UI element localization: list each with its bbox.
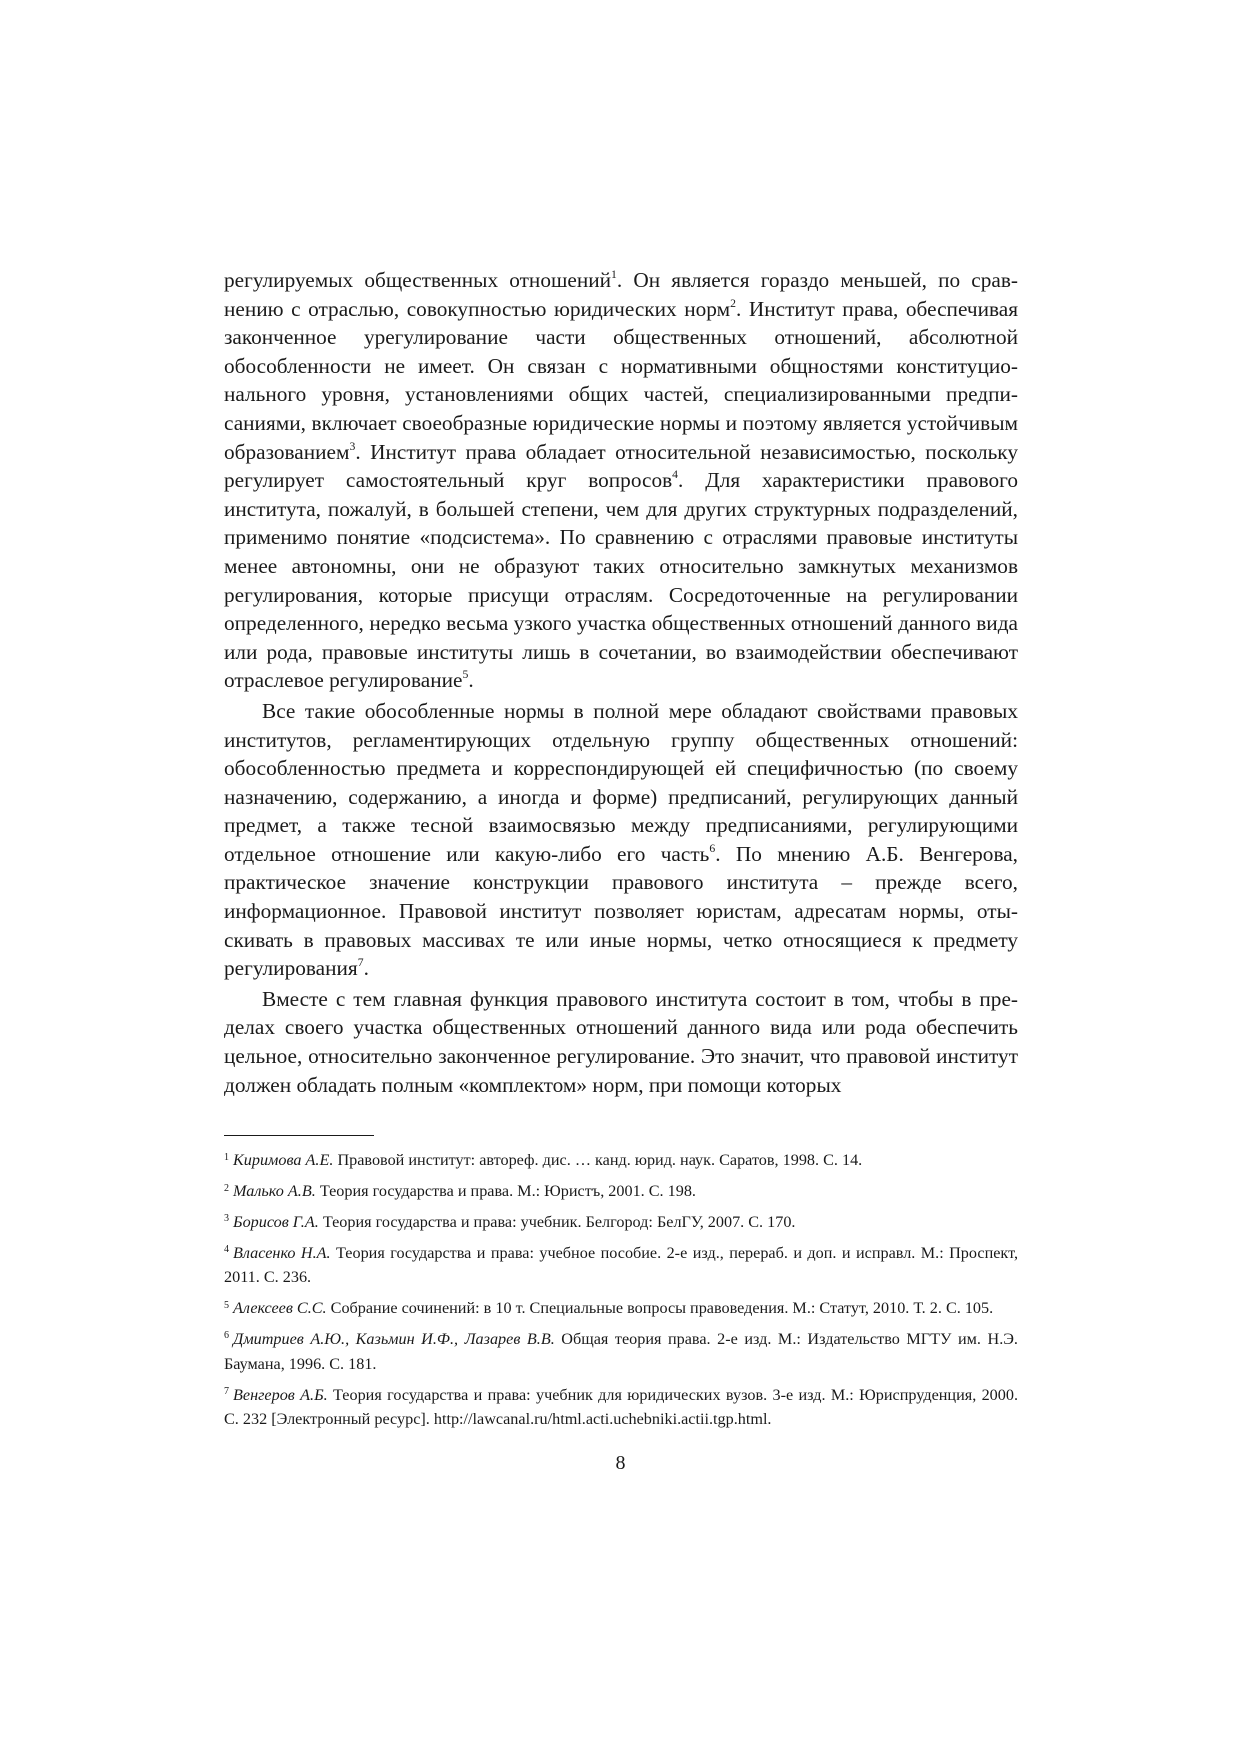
- main-text: [224, 266, 1018, 1099]
- text-run: . Институт права, обеспечивая законченное урегулирование части общественных отношений, абсолютной обособленности не имеет. Он связан с нормативными общностями конституционального уровня, установлениями общих частей, специализированными предписаниями, включает своеобразные юридические нормы и поэтому является устойчивым образованием: [224, 296, 1018, 464]
- footnote-separator: [224, 1135, 374, 1136]
- footnote-number: 5: [224, 1299, 230, 1311]
- footnote-number: 7: [224, 1386, 230, 1398]
- footnote-text: Теория государства и права. М.: Юристъ, 2001. С. 198.: [315, 1182, 696, 1201]
- footnote: [224, 1241, 1018, 1291]
- footnote-ref: 3: [349, 439, 356, 453]
- footnote-author: Алексеев С.С.: [233, 1299, 327, 1318]
- footnote: [224, 1296, 1018, 1321]
- footnote-number: 6: [224, 1330, 230, 1342]
- text-run: . Он является гораздо меньшей, по сравнению с отраслью, совокупностью юридических норм: [224, 268, 1018, 321]
- footnote-ref: 5: [462, 668, 469, 682]
- text-run: Вместе с тем главная функция правового института состоит в том, чтобы в пределах своего участка общественных отношений данного вида или рода обеспечить цельное, относительно законченное регулирование. Это значит, что правовой институт должен обладать полным «комплектом» норм, при помощи которых: [224, 986, 1018, 1097]
- footnote-ref: 7: [357, 956, 364, 970]
- footnote-text: Правовой институт: автореф. дис. … канд. юрид. наук. Саратов, 1998. С. 14.: [333, 1151, 863, 1170]
- paragraph: [224, 266, 1018, 695]
- footnote-number: 3: [224, 1213, 230, 1225]
- page-content: [224, 266, 1018, 1438]
- footnote: [224, 1327, 1018, 1377]
- text-run: Все такие обособленные нормы в полной мере обладают свойствами правовых институтов, регламентирующих отдельную группу общественных отношений: обособленностью предмета и корреспондирующей ей специфичностью (по своему назначению, содержанию, а иногда и форме) предписаний, регулирующих данный предмет, а также тесной взаимосвязью между предписаниями, регулирующими отдельное отношение или какую-либо его часть: [224, 698, 1018, 866]
- footnote-text: Теория государства и права: учебник. Белгород: БелГУ, 2007. С. 170.: [318, 1212, 796, 1231]
- footnote-author: Власенко Н.А.: [233, 1243, 331, 1262]
- text-run: . Для характеристики правового института, пожалуй, в большей степени, чем для других структурных подразделений, применимо понятие «подсистема». По сравнению с отраслями правовые институты менее автономны, они не образуют таких относительно замкнутых механизмов регулирования, которые присущи отраслям. Сосредоточенные на регулировании определенного, нередко весьма узкого участка общественных отношений данного вида или рода, правовые институты лишь в сочетании, во взаимодействии обеспечивают отраслевое регулирование: [224, 468, 1018, 693]
- footnote-number: 1: [224, 1151, 230, 1163]
- footnote-author: Венгеров А.Б.: [233, 1385, 328, 1404]
- footnote-ref: 6: [709, 842, 716, 856]
- text-run: .: [363, 956, 369, 981]
- footnote: [224, 1383, 1018, 1433]
- footnote-ref: 4: [672, 468, 679, 482]
- footnote: [224, 1210, 1018, 1235]
- paragraph: [224, 985, 1018, 1099]
- footnote: [224, 1179, 1018, 1204]
- paragraph: [224, 697, 1018, 983]
- footnote: [224, 1148, 1018, 1173]
- footnote-text: Собрание сочинений: в 10 т. Специальные вопросы правоведения. М.: Статут, 2010. Т. 2. С. 105.: [326, 1299, 994, 1318]
- text-run: . Институт права обладает относительной независимостью, поскольку регулирует самостоятельный круг вопросов: [224, 439, 1018, 493]
- text-run: регулируемых общественных отношений: [224, 268, 612, 292]
- page-number: 8: [615, 1452, 626, 1474]
- footnote-text: Теория государства и права: учебное пособие. 2-е изд., перераб. и доп. и исправл. М.: Проспект, 2011. С. 236.: [224, 1243, 1018, 1287]
- footnote-author: Дмитриев А.Ю., Казьмин И.Ф., Лазарев В.В.: [233, 1330, 555, 1348]
- footnote-ref: 1: [611, 268, 617, 282]
- footnote-number: 4: [224, 1244, 230, 1256]
- footnote-author: Борисов Г.А.: [233, 1212, 319, 1231]
- text-run: .: [468, 668, 474, 693]
- text-run: . По мнению А.Б. Венгерова, практическое значение конструкции правового института – прежде всего, информационное. Правовой институт позволяет юристам, адресатам нормы, отыскивать в правовых массивах те или иные нормы, четко относящиеся к предмету регулирования: [224, 841, 1019, 981]
- footnote-author: Малько А.В.: [233, 1182, 316, 1201]
- footnote-author: Киримова А.Е.: [233, 1151, 334, 1170]
- footnote-ref: 2: [730, 296, 736, 310]
- footnote-number: 2: [224, 1182, 230, 1194]
- footnote-text: Теория государства и права: учебник для юридических вузов. 3-е изд. М.: Юриспруденция, 2000. С. 232 [Электронный ресурс]. http://lawcanal.ru/html.acti.uchebniki.actii.tgp.html.: [224, 1385, 1018, 1429]
- footnotes: [224, 1148, 1018, 1432]
- footnote-text: Общая теория права. 2-е изд. М.: Издательство МГТУ им. Н.Э. Баумана, 1996. С. 181.: [224, 1330, 1018, 1373]
